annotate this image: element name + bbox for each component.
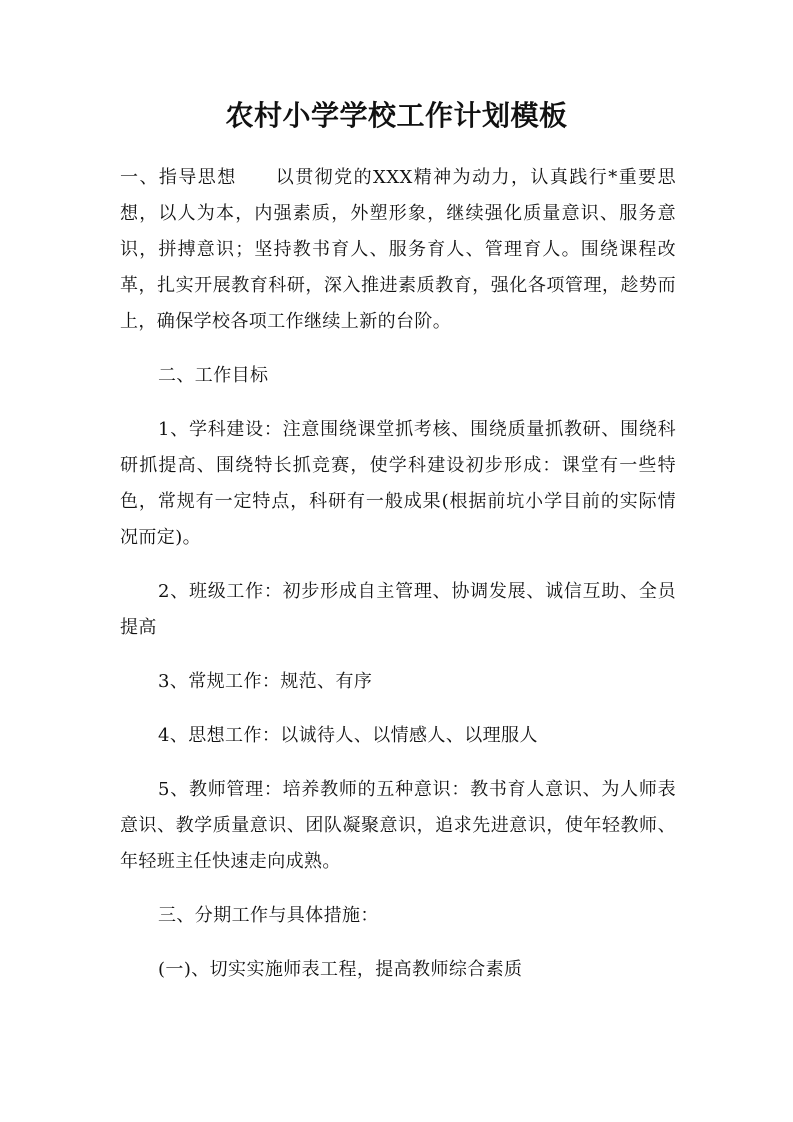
goal-item-subject: 1、学科建设：注意围绕课堂抓考核、围绕质量抓教研、围绕科研抓提高、围绕特长抓竞赛，使学科建设初步形成：课堂有一些特色，常规有一定特点，科研有一般成果(根据前坑小学目前的实际情况而定)。 [120,419,676,548]
section-heading: 一、指导思想 [120,167,237,188]
document-title: 农村小学学校工作计划模板 [225,99,568,132]
section-heading-goals: 二、工作目标 [158,365,269,386]
goal-item-class: 2、班级工作：初步形成自主管理、协调发展、诚信互助、全员提高 [120,581,676,638]
section-text: 以贯彻党的XXX精神为动力，认真践行*重要思想，以人为本，内强素质，外塑形象，继续强化质量意识、服务意识，拼搏意识；坚持教书育人、服务育人、管理育人。围绕课程改革，扎实开展教育科研，深入推进素质教育，强化各项管理，趁势而上，确保学校各项工作继续上新的台阶。 [120,167,676,332]
section-heading-measures: 三、分期工作与具体措施： [158,905,379,926]
subsection-heading-teacher-quality: (一)、切实实施师表工程，提高教师综合素质 [158,959,523,980]
section-guiding-ideology [120,160,676,340]
goal-item-routine: 3、常规工作：规范、有序 [158,671,373,692]
goal-item-thought: 4、思想工作：以诚待人、以情感人、以理服人 [158,725,538,746]
goal-item-teacher: 5、教师管理：培养教师的五种意识：教书育人意识、为人师表意识、教学质量意识、团队凝聚意识，追求先进意识，使年轻教师、年轻班主任快速走向成熟。 [120,779,676,872]
document-body [120,160,676,1006]
